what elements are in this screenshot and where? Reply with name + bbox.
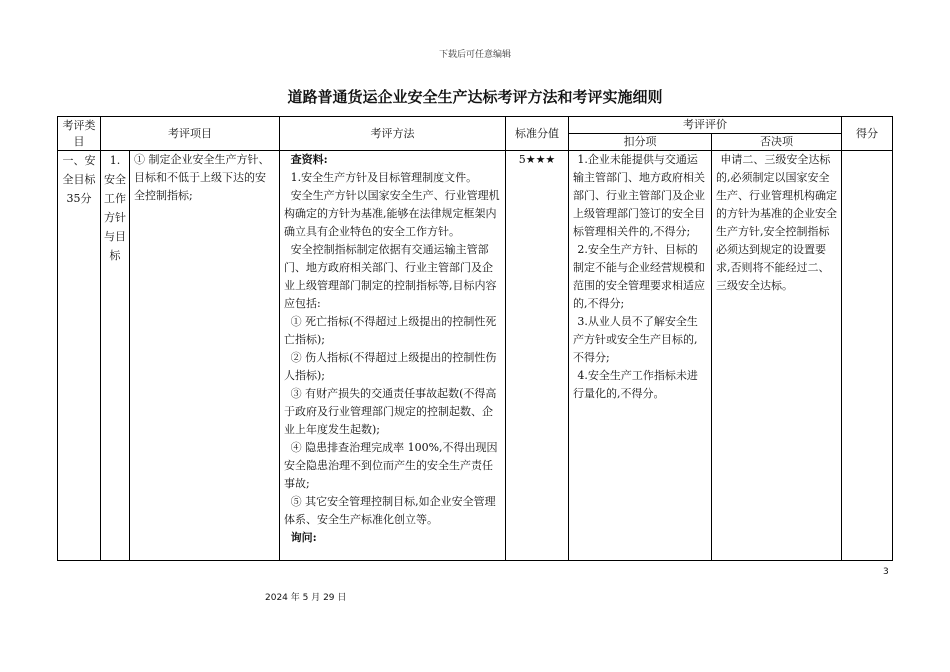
score-standard-cell: 5★★★ [506,151,569,561]
page-number: 3 [883,567,889,577]
header-note: 下载后可任意编辑 [438,50,511,60]
check-title: 查资料: [290,153,328,166]
method-line: ④ 隐患排查治理完成率 100%,不得出现因安全隐患治理不到位而产生的安全生产责任事故; [284,441,498,490]
method-cell [280,151,506,561]
score-cell [842,151,893,561]
deduct-item: 2.安全生产方针、目标的制定不能与企业经营规模和范围的安全管理要求相适应的,不得分; [573,243,705,310]
ask-title: 询问: [290,531,317,544]
item-number: 1. [109,154,121,167]
document-date: 2024 年 5 月 29 日 [265,593,347,603]
document-title: 道路普通货运企业安全生产达标考评方法和考评实施细则 [287,88,663,106]
item-name: 安全工作方针与目标 [104,173,126,262]
category-cell: 一、安全目标35分 [58,151,101,561]
header-score-standard: 标准分值 [506,117,569,151]
evaluation-table [57,116,893,561]
method-line: ⑤ 其它安全管理控制目标,如企业安全管理体系、安全生产标准化创立等。 [284,495,496,526]
header-score: 得分 [842,117,893,151]
item-description: ① 制定企业安全生产方针、目标和不低于上级下达的安全控制指标; [130,151,280,561]
header-category: 考评类目 [58,117,101,151]
header-evaluation: 考评评价 [569,117,842,134]
deduct-cell [569,151,712,561]
method-line: 安全控制指标制定依据有交通运输主管部门、地方政府相关部门、行业主管部门及企业上级管理部门制定的控制指标等,目标内容应包括: [284,243,497,310]
deduct-item: 4.安全生产工作指标未进行量化的,不得分。 [573,369,698,400]
item-number-cell [101,151,130,561]
method-line: 1.安全生产方针及目标管理制度文件。 [290,171,478,184]
method-line: ② 伤人指标(不得超过上级提出的控制性伤人指标); [284,351,497,382]
deduct-item: 1.企业未能提供与交通运输主管部门、地方政府相关部门、行业主管部门及企业上级管理部门签订的安全目标管理相关件的,不得分; [573,153,705,238]
header-item: 考评项目 [101,117,280,151]
method-line: ① 死亡指标(不得超过上级提出的控制性死亡指标); [284,315,497,346]
method-line: ③ 有财产损失的交通责任事故起数(不得高于政府及行业管理部门规定的控制起数、企业上年度发生起数); [284,387,497,436]
header-veto: 否决项 [712,134,842,151]
header-method: 考评方法 [280,117,506,151]
veto-cell: 申请二、三级安全达标的,必须制定以国家安全生产、行业管理机构确定的方针为基准的企业安全生产方针,安全控制指标必须达到规定的设置要求,否则将不能经过二、三级安全达标。 [712,151,842,561]
deduct-item: 3.从业人员不了解安全生产方针或安全生产目标的,不得分; [573,315,698,364]
header-deduct: 扣分项 [569,134,712,151]
method-line: 安全生产方针以国家安全生产、行业管理机构确定的方针为基准,能够在法律规定框架内确立具有企业特色的安全工作方针。 [284,189,500,238]
